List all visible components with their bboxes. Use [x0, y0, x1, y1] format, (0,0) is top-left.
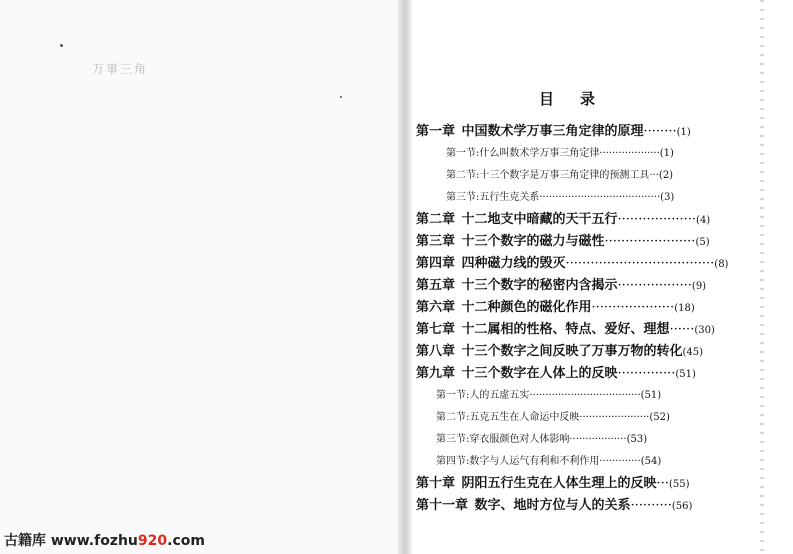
toc-entry-leader-dots: ········ — [643, 124, 677, 139]
toc-entry-title: 十三个数字的磁力与磁性 — [461, 234, 605, 249]
toc-chapter-entry — [416, 300, 695, 317]
right-page — [412, 0, 793, 554]
toc-entry-label: 第九章 — [416, 366, 456, 381]
toc-section-entry — [436, 432, 647, 448]
toc-title: 目录 — [539, 90, 622, 108]
toc-chapter-entry — [416, 212, 710, 229]
toc-entry-page: (52) — [649, 412, 670, 423]
toc-entry-page: (45) — [682, 347, 704, 358]
toc-entry-leader-dots: ············· — [599, 456, 641, 467]
toc-entry-page: (1) — [659, 148, 674, 159]
toc-entry-leader-dots: ·················· — [617, 278, 692, 293]
toc-entry-leader-dots: ··· — [649, 170, 659, 181]
toc-entry-label: 第六章 — [416, 300, 456, 315]
toc-entry-page: (51) — [640, 390, 662, 401]
toc-entry-leader-dots: ······················ — [604, 234, 696, 249]
book-gutter — [398, 0, 412, 554]
toc-entry-leader-dots: ·················· — [569, 434, 627, 445]
toc-chapter-entry — [416, 366, 696, 383]
toc-section-entry — [436, 410, 670, 426]
toc-entry-page: (55) — [668, 479, 690, 490]
toc-entry-separator: : — [466, 412, 470, 423]
toc-entry-page: (2) — [658, 170, 674, 181]
toc-entry-title: 五克五生在人命运中反映 — [469, 412, 580, 423]
toc-chapter-entry — [416, 498, 692, 515]
toc-entry-label: 第一节 — [446, 148, 476, 159]
watermark-url-prefix: www.fozhu — [50, 533, 138, 549]
toc-entry-separator: : — [476, 170, 480, 181]
ink-speck — [60, 44, 63, 47]
toc-section-entry — [446, 168, 673, 184]
toc-entry-title: 数字与人运气有利和不利作用 — [469, 456, 600, 467]
toc-chapter-entry — [416, 278, 706, 295]
toc-entry-page: (4) — [696, 215, 711, 226]
toc-entry-page: (53) — [626, 434, 648, 445]
toc-entry-separator: : — [466, 434, 470, 445]
site-watermark — [4, 530, 205, 550]
toc-entry-label: 第一节 — [436, 390, 466, 401]
toc-section-entry — [446, 146, 674, 162]
watermark-url-suffix: .com — [167, 533, 205, 549]
toc-chapter-entry — [416, 256, 728, 273]
toc-entry-leader-dots: ··· — [656, 476, 669, 491]
faded-bleedthrough-text: 万事三角 — [92, 62, 149, 76]
toc-section-entry — [436, 388, 661, 404]
toc-section-entry — [446, 190, 674, 206]
toc-entry-label: 第十一章 — [416, 498, 469, 513]
toc-chapter-entry — [416, 124, 691, 141]
toc-entry-leader-dots: ······················ — [579, 412, 650, 423]
toc-entry-title: 十二地支中暗藏的天干五行 — [461, 212, 618, 227]
page-edge-marks — [760, 0, 764, 554]
toc-entry-title: 十三个数字在人体上的反映 — [461, 366, 618, 381]
toc-entry-page: (54) — [640, 456, 662, 467]
toc-entry-label: 第七章 — [416, 322, 456, 337]
toc-entry-label: 第五章 — [416, 278, 456, 293]
toc-entry-label: 第三章 — [416, 234, 456, 249]
watermark-name: 古籍库 — [4, 533, 46, 549]
toc-entry-title: 五行生克关系 — [479, 192, 540, 203]
toc-entry-title: 十二属相的性格、特点、爱好、理想 — [461, 322, 670, 337]
toc-entry-label: 第八章 — [416, 344, 456, 359]
toc-entry-label: 第二章 — [416, 212, 456, 227]
toc-chapter-entry — [416, 322, 715, 339]
toc-entry-title: 十三个数字之间反映了万事万物的转化 — [461, 344, 683, 359]
toc-entry-title: 阴阳五行生克在人体生理上的反映 — [461, 476, 657, 491]
toc-chapter-entry — [416, 344, 703, 361]
toc-entry-label: 第二节 — [446, 170, 476, 181]
toc-entry-page: (51) — [675, 369, 696, 380]
toc-entry-page: (8) — [714, 259, 729, 270]
toc-entry-label: 第二节 — [436, 412, 466, 423]
toc-entry-leader-dots: ··················· — [617, 212, 697, 227]
toc-entry-page: (9) — [691, 281, 707, 292]
toc-entry-title: 四种磁力线的毁灭 — [461, 256, 566, 271]
toc-chapter-entry — [416, 476, 689, 493]
toc-entry-title: 十三个数字是万事三角定律的预测工具 — [479, 170, 650, 181]
toc-entry-page: (1) — [676, 127, 691, 138]
toc-section-entry — [436, 454, 661, 470]
toc-entry-leader-dots: ··································· — [529, 390, 641, 401]
toc-entry-label: 第三节 — [436, 434, 466, 445]
toc-entry-page: (56) — [671, 501, 693, 512]
toc-entry-leader-dots: ······································ — [539, 192, 661, 203]
toc-entry-page: (5) — [695, 237, 710, 248]
toc-entry-label: 第十章 — [416, 476, 456, 491]
watermark-url-number: 920 — [137, 533, 168, 549]
toc-entry-title: 中国数术学万事三角定律的原理 — [461, 124, 644, 139]
toc-entry-label: 第四章 — [416, 256, 456, 271]
toc-entry-separator: : — [466, 456, 470, 467]
toc-entry-title: 数字、地时方位与人的关系 — [474, 498, 631, 513]
toc-entry-separator: : — [476, 148, 480, 159]
toc-entry-separator: : — [466, 390, 470, 401]
toc-entry-leader-dots: ···································· — [565, 256, 715, 271]
toc-entry-title: 穿衣服颜色对人体影响 — [469, 434, 570, 445]
toc-entry-leader-dots: ··················· — [599, 148, 660, 159]
ink-speck — [340, 96, 342, 98]
toc-entry-title: 十二种颜色的磁化作用 — [461, 300, 592, 315]
toc-entry-leader-dots: ·············· — [617, 366, 676, 381]
toc-entry-label: 第一章 — [416, 124, 456, 139]
toc-entry-leader-dots: ······ — [669, 322, 695, 337]
toc-chapter-entry — [416, 234, 710, 251]
toc-entry-label: 第三节 — [446, 192, 476, 203]
toc-entry-title: 什么叫数术学万事三角定律 — [479, 148, 600, 159]
toc-entry-page: (18) — [674, 303, 695, 314]
toc-entry-leader-dots: ·········· — [630, 498, 672, 513]
toc-entry-label: 第四节 — [436, 456, 466, 467]
toc-entry-page: (30) — [694, 325, 715, 336]
toc-entry-title: 人的五虚五实 — [469, 390, 530, 401]
toc-entry-separator: : — [476, 192, 480, 203]
toc-entry-leader-dots: ···················· — [591, 300, 675, 315]
toc-entry-page: (3) — [660, 192, 675, 203]
toc-entry-title: 十三个数字的秘密内含揭示 — [461, 278, 618, 293]
